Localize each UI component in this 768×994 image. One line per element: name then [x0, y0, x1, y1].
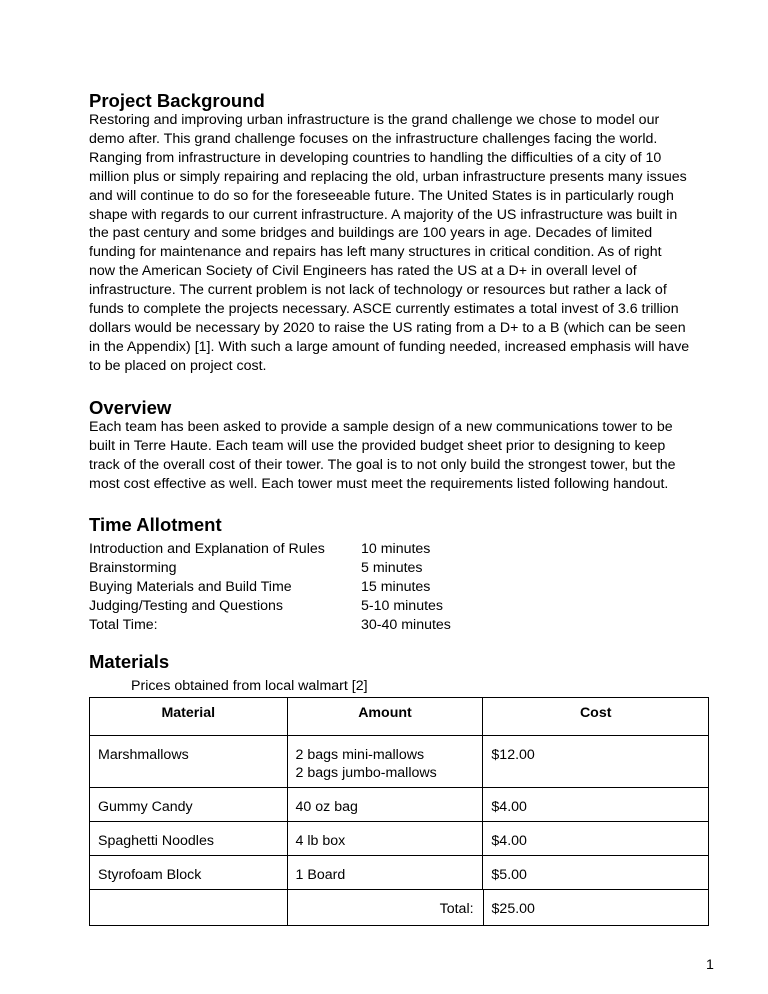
cell-material: Styrofoam Block [90, 856, 288, 890]
text-line: most cost effective as well. Each tower must meet the requirements listed following handout. [89, 475, 669, 492]
text-line: infrastructure. The current problem is not lack of technology or resources but rather a lack of [89, 282, 667, 299]
text-line: built in Terre Haute. Each team will use the provided budget sheet prior to designing to keep [89, 437, 666, 454]
heading-time-allotment: Time Allotment [89, 514, 222, 535]
cell-total [287, 890, 708, 926]
cell-cost: $5.00 [483, 856, 709, 890]
table-total-row [90, 890, 709, 926]
text-line: million plus or simply repairing and replacing the old, urban infrastructure presents many issues [89, 168, 687, 185]
text-line: now the American Society of Civil Engineers has rated the US at a D+ in overall level of [89, 263, 637, 280]
cell-amount [287, 736, 483, 788]
cell-cost: $4.00 [483, 822, 709, 856]
table-row [90, 822, 709, 856]
text-line: and will continue to do so for the foreseeable future. The United States is in particularly rough [89, 187, 674, 204]
table-header-row [90, 698, 709, 736]
total-value: $25.00 [483, 890, 535, 925]
cell-material: Spaghetti Noodles [90, 822, 288, 856]
cell-amount: 1 Board [287, 856, 483, 890]
materials-caption: Prices obtained from local walmart [2] [131, 678, 368, 694]
time-activity: Total Time: [89, 616, 158, 633]
heading-materials: Materials [89, 651, 170, 672]
page-number: 1 [706, 957, 714, 973]
time-duration: 10 minutes [361, 541, 431, 557]
text-line: in the Appendix) [1]. With such a large amount of funding needed, increased emphasis will have [89, 338, 690, 355]
text-line: track of the overall cost of their tower. The goal is to not only build the strongest tower, but the [89, 456, 676, 473]
text-line: Each team has been asked to provide a sample design of a new communications tower to be [89, 419, 673, 435]
text-line: funds to complete the projects necessary. ASCE currently estimates a total invest of 3.6 trillion [89, 301, 679, 318]
cell-material: Marshmallows [90, 736, 288, 788]
paragraph-project-background [89, 111, 709, 376]
time-activity: Introduction and Explanation of Rules [89, 541, 325, 557]
cell-amount: 40 oz bag [287, 788, 483, 822]
text-line: Restoring and improving urban infrastructure is the grand challenge we chose to model our [89, 112, 660, 128]
header-material: Material [90, 698, 288, 736]
header-cost: Cost [483, 698, 709, 736]
heading-overview: Overview [89, 397, 172, 418]
text-line: shape with regards to our current infrastructure. A majority of the US infrastructure was built in [89, 206, 678, 223]
cell-empty [90, 890, 288, 926]
time-duration: 15 minutes [361, 578, 431, 595]
text-line: demo after. This grand challenge focuses on the infrastructure challenges facing the world. [89, 130, 658, 147]
cell-cost: $4.00 [483, 788, 709, 822]
text-line: dollars would be necessary by 2020 to raise the US rating from a D+ to a B (which can be seen [89, 319, 686, 336]
text-line: funding for maintenance and repairs has left many structures in critical condition. As of right [89, 244, 662, 261]
header-amount: Amount [287, 698, 483, 736]
heading-project-background: Project Background [89, 90, 265, 111]
time-duration: 5 minutes [361, 559, 423, 576]
text-line: to be placed on project cost. [89, 357, 267, 374]
text-line: the past century and some bridges and buildings are 100 years in age. Decades of limited [89, 225, 653, 242]
amount-line: 2 bags mini-mallows [295, 747, 425, 763]
total-wrap [288, 900, 708, 925]
table-row [90, 788, 709, 822]
time-activity: Buying Materials and Build Time [89, 578, 292, 595]
cell-amount: 4 lb box [287, 822, 483, 856]
time-activity: Judging/Testing and Questions [89, 597, 284, 614]
time-duration: 5-10 minutes [361, 597, 444, 614]
cell-cost: $12.00 [483, 736, 709, 788]
table-row [90, 736, 709, 788]
materials-table [89, 697, 709, 926]
time-activity: Brainstorming [89, 559, 177, 576]
cell-material: Gummy Candy [90, 788, 288, 822]
total-label: Total: [439, 901, 474, 917]
table-row [90, 856, 709, 890]
amount-line: 2 bags jumbo-mallows [295, 765, 437, 781]
text-line: Ranging from infrastructure in developing countries to handling the difficulties of a city of 10 [89, 149, 662, 166]
paragraph-overview [89, 418, 709, 494]
time-duration: 30-40 minutes [361, 616, 451, 633]
